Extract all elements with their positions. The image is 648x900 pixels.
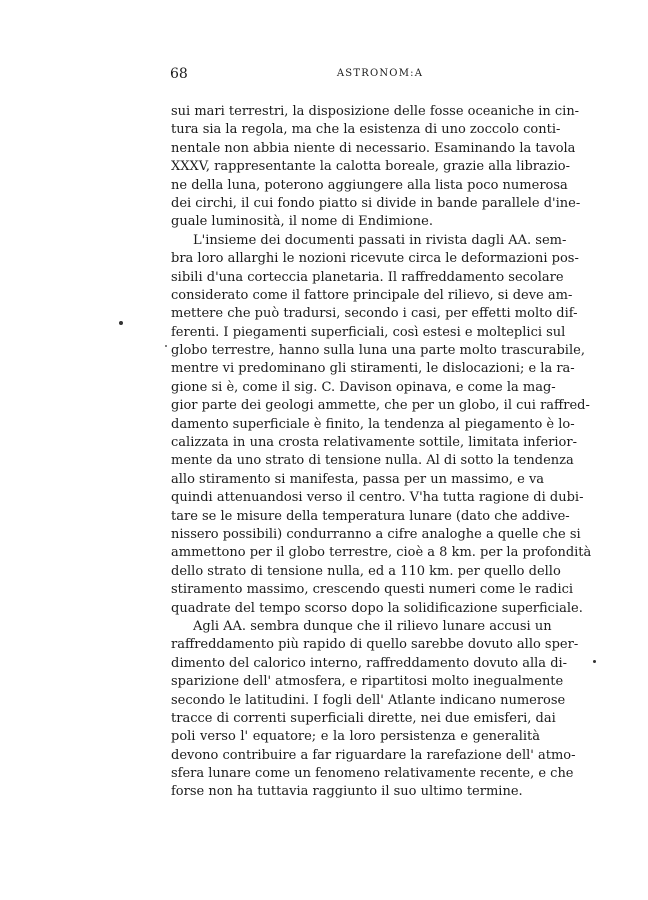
text-line: ne della luna, poterono aggiungere alla lista poco numerosa [171, 177, 568, 193]
text-line: XXXV, rappresentante la calotta boreale, grazie alla librazio- [171, 159, 571, 175]
text-line: gione si è, come il sig. C. Davison opinava, e come la mag- [171, 379, 556, 395]
text-line: mente da uno strato di tensione nulla. Al di sotto la tendenza [171, 453, 574, 469]
text-line: bra loro allarghi le nozioni ricevute circa le deformazioni pos- [171, 251, 579, 267]
text-line: considerato come il fattore principale del rilievo, si deve am- [171, 287, 573, 303]
text-line: Agli AA. sembra dunque che il rilievo lunare accusi un [193, 618, 552, 634]
text-line: mettere che può tradursi, secondo i casi, per effetti molto dif- [171, 306, 578, 322]
text-line: ammettono per il globo terrestre, cioè a 8 km. per la profondità [171, 545, 592, 561]
text-line: sibili d'una corteccia planetaria. Il raffreddamento secolare [171, 269, 564, 285]
text-line: guale luminosità, il nome di Endimione. [171, 214, 433, 230]
text-line: tura sia la regola, ma che la esistenza di uno zoccolo conti- [171, 122, 561, 138]
running-header: ASTRONOM:A [336, 68, 424, 79]
page-number: 68 [170, 66, 188, 82]
text-line: sfera lunare come un fenomeno relativamente recente, e che [171, 766, 574, 782]
text-line: damento superficiale è finito, la tendenza al piegamento è lo- [171, 416, 575, 432]
text-line: calizzata in una crosta relativamente sottile, limitata inferior- [171, 435, 577, 451]
text-line: forse non ha tuttavia raggiunto il suo ultimo termine. [171, 784, 523, 800]
text-line: allo stiramento si manifesta, passa per un massimo, e va [171, 471, 545, 487]
text-line: quindi attenuandosi verso il centro. V'ha tutta ragione di dubi- [171, 490, 584, 506]
text-line: raffreddamento più rapido di quello sarebbe dovuto allo sper- [171, 637, 579, 653]
text-line: dello strato di tensione nulla, ed a 110 km. per quello dello [171, 563, 561, 579]
text-line: globo terrestre, hanno sulla luna una parte molto trascurabile, [171, 343, 585, 359]
text-line: dimento del calorico interno, raffreddamento dovuto alla di- [171, 655, 568, 671]
text-line: stiramento massimo, crescendo questi numeri come le radici [171, 582, 574, 598]
text-line: nentale non abbia niente di necessario. Esaminando la tavola [171, 140, 576, 156]
text-line: nissero possibili) condurranno a cifre analoghe a quelle che si [171, 526, 581, 542]
text-line: poli verso l' equatore; e la loro persistenza e generalità [171, 729, 540, 745]
text-line: quadrate del tempo scorso dopo la solidificazione superficiale. [171, 600, 583, 616]
text-line: gior parte dei geologi ammette, che per un globo, il cui raffred- [171, 398, 590, 414]
text-line: mentre vi predominano gli stiramenti, le dislocazioni; e la ra- [171, 361, 575, 377]
text-line: secondo le latitudini. I fogli dell' Atlante indicano numerose [171, 692, 566, 708]
text-line: sparizione dell' atmosfera, e ripartitosi molto inegualmente [171, 674, 564, 690]
text-line: ferenti. I piegamenti superficiali, così estesi e molteplici sul [171, 324, 566, 340]
body-text [171, 103, 592, 802]
margin-speck [119, 321, 123, 325]
text-line: L'insieme dei documenti passati in rivista dagli AA. sem- [193, 232, 567, 248]
text-line: tracce di correnti superficiali dirette, nei due emisferi, dai [171, 710, 556, 726]
margin-speck [165, 345, 167, 347]
margin-speck [593, 660, 596, 663]
text-line: tare se le misure della temperatura lunare (dato che addive- [171, 508, 570, 524]
text-line: devono contribuire a far riguardare la rarefazione dell' atmo- [171, 747, 576, 763]
text-line: dei circhi, il cui fondo piatto si divide in bande parallele d'ine- [171, 195, 581, 211]
text-line: sui mari terrestri, la disposizione delle fosse oceaniche in cin- [171, 104, 580, 119]
